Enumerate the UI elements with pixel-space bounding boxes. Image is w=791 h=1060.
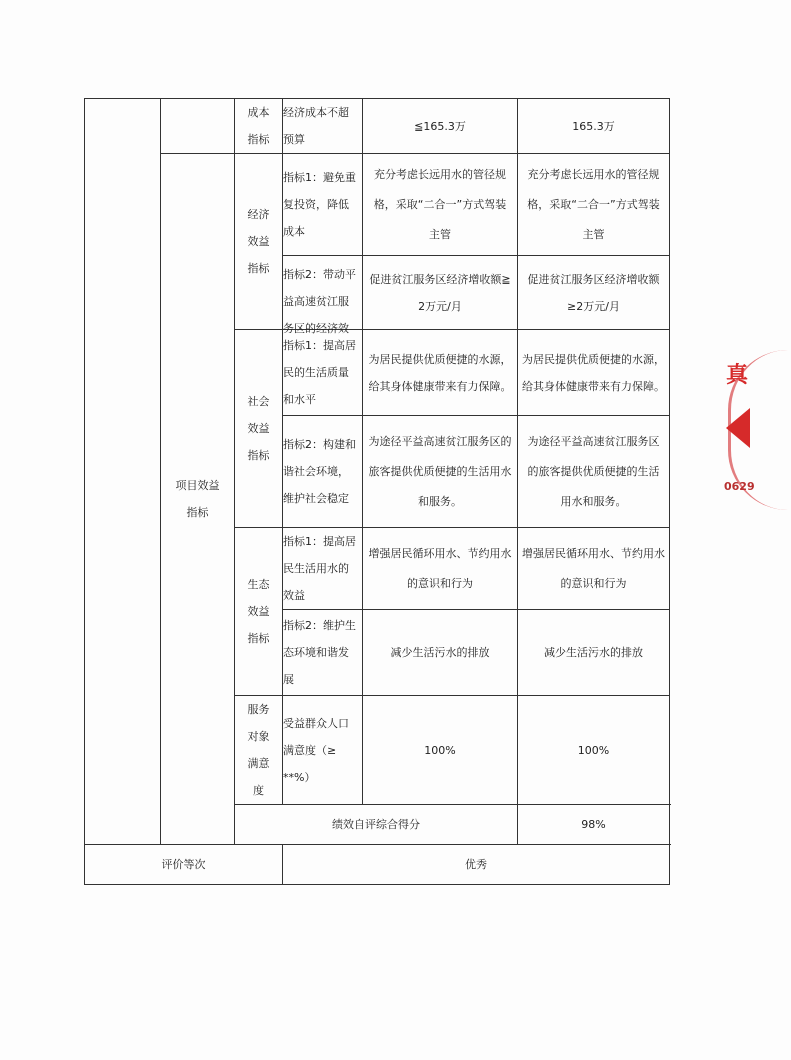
- social-indicator-2: 指标2：构建和 谐社会环境， 维护社会稳定: [283, 416, 363, 528]
- empty-second-level-cell: [161, 99, 235, 154]
- economic-indicator-2: 指标2：带动平 益高速贫江服 务区的经济效: [283, 256, 363, 330]
- satisfaction-target: 100%: [363, 696, 518, 805]
- economic-indicator-1-target: 充分考虑长远用水的管径规 格，采取“二合一”方式驾装 主管: [363, 154, 518, 256]
- social-indicator-2-target: 为途径平益高速贫江服务区的 旅客提供优质便捷的生活用水 和服务。: [363, 416, 518, 528]
- seal-code: 0629: [724, 480, 755, 493]
- cost-indicator-label: 成本 指标: [235, 99, 283, 154]
- social-indicator-1-actual: 为居民提供优质便捷的水源， 给其身体健康带来有力保障。: [518, 330, 670, 416]
- ecological-indicator-1: 指标1：提高居 民生活用水的 效益: [283, 528, 363, 610]
- seal-stamp-fragment: [724, 350, 755, 510]
- ecological-benefit-label: 生态 效益 指标: [235, 528, 283, 696]
- project-benefit-category: 项目效益 指标: [161, 154, 235, 845]
- economic-indicator-1: 指标1：避免重 复投资，降低 成本: [283, 154, 363, 256]
- economic-indicator-2-actual: 促进贫江服务区经济增收额 ≥2万元/月: [518, 256, 670, 330]
- economic-indicator-1-actual: 充分考虑长远用水的管径规 格，采取“二合一”方式驾装 主管: [518, 154, 670, 256]
- satisfaction-indicator: 受益群众人口 满意度（≥ **%）: [283, 696, 363, 805]
- social-indicator-1-target: 为居民提供优质便捷的水源， 给其身体健康带来有力保障。: [363, 330, 518, 416]
- satisfaction-label: 服务 对象 满意 度: [235, 696, 283, 805]
- score-value: 98%: [518, 805, 670, 845]
- table-row: [85, 845, 670, 885]
- cost-target-value: ≦165.3万: [363, 99, 518, 154]
- table-row: [85, 154, 670, 256]
- ecological-indicator-1-actual: 增强居民循环用水、节约用水 的意识和行为: [518, 528, 670, 610]
- economic-indicator-2-target: 促进贫江服务区经济增收额≧ 2万元/月: [363, 256, 518, 330]
- social-indicator-2-actual: 为途径平益高速贫江服务区 的旅客提供优质便捷的生活 用水和服务。: [518, 416, 670, 528]
- performance-table: [84, 98, 670, 885]
- seal-char: 真: [726, 362, 749, 388]
- ecological-indicator-1-target: 增强居民循环用水、节约用水 的意识和行为: [363, 528, 518, 610]
- grade-value: 优秀: [283, 845, 670, 885]
- ecological-indicator-2-target: 减少生活污水的排放: [363, 610, 518, 696]
- economic-benefit-label: 经济 效益 指标: [235, 154, 283, 330]
- cost-actual-value: 165.3万: [518, 99, 670, 154]
- seal-star-icon: [726, 408, 750, 448]
- empty-first-level-cell: [85, 99, 161, 845]
- social-benefit-label: 社会 效益 指标: [235, 330, 283, 528]
- grade-label: 评价等次: [85, 845, 283, 885]
- ecological-indicator-2-actual: 减少生活污水的排放: [518, 610, 670, 696]
- satisfaction-actual: 100%: [518, 696, 670, 805]
- cost-indicator-text: 经济成本不超 预算: [283, 99, 363, 154]
- table-row: [85, 99, 670, 154]
- score-label: 绩效自评综合得分: [235, 805, 518, 845]
- social-indicator-1: 指标1：提高居 民的生活质量 和水平: [283, 330, 363, 416]
- ecological-indicator-2: 指标2：维护生 态环境和谐发 展: [283, 610, 363, 696]
